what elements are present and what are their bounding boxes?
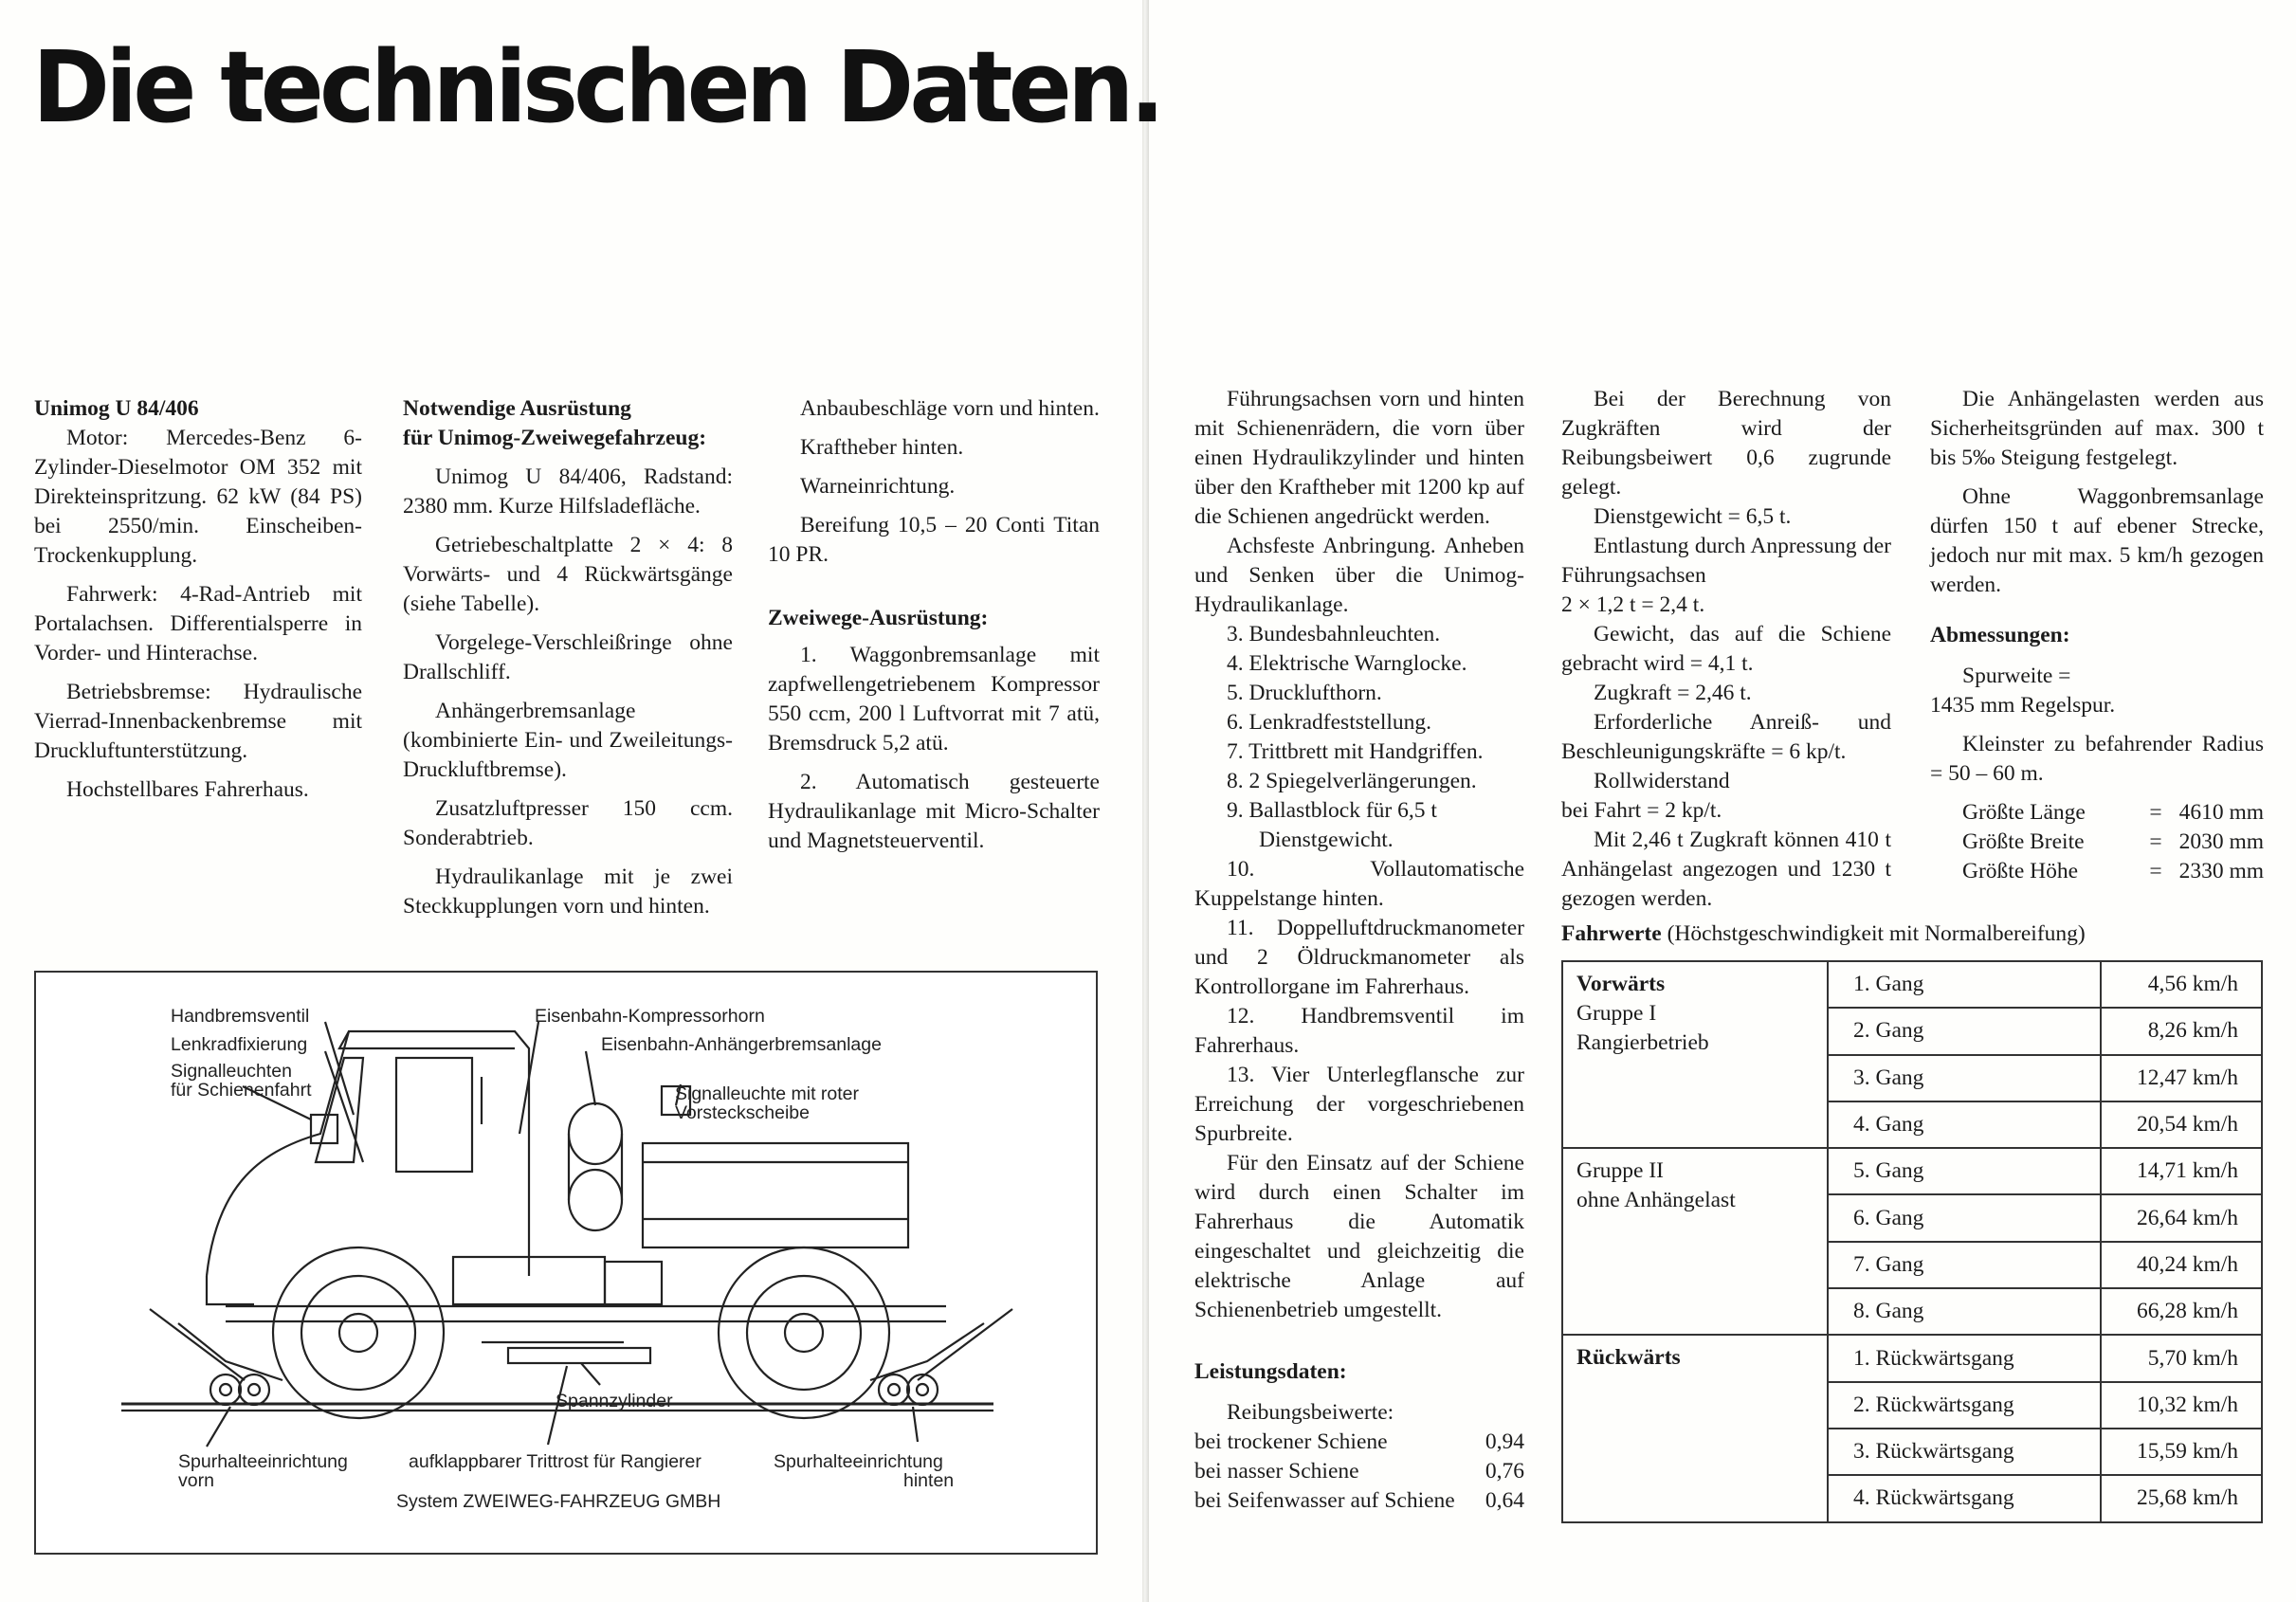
gear-label: 5. Gang (1828, 1148, 2101, 1194)
anbau-paragraph: Bereifung 10,5 – 20 Conti Titan 10 PR. (768, 513, 1100, 567)
speed-value: 26,64 km/h (2101, 1194, 2262, 1241)
zweiwege-item: 11. Doppelluftdruckmanometer und 2 Öldruckmanometer als Kontrollorgane im Fahrerhaus. (1194, 916, 1524, 999)
gear-group-title: Vorwärts (1576, 972, 1666, 996)
column-anbau (768, 394, 1100, 856)
label-system: System ZWEIWEG-FAHRZEUG GMBH (396, 1491, 721, 1512)
gear-label: 6. Gang (1828, 1194, 2101, 1241)
ausruestung-paragraph: Unimog U 84/406, Radstand: 2380 mm. Kurze Hilfsladefläche. (403, 464, 733, 519)
gear-label: 4. Gang (1828, 1101, 2101, 1148)
ausruestung-paragraph: Anhängerbremsanlage (kombinierte Ein- und Zweileitungs-Druckluftbremse). (403, 699, 733, 782)
abmessungen-heading: Abmessungen: (1930, 623, 2070, 647)
dimension-value: 4610 mm (2178, 800, 2264, 825)
zweiwege-item: 9. Ballastblock für 6,5 t (1227, 798, 1437, 823)
label-lenkradfixierung: Lenkradfixierung (171, 1034, 308, 1055)
speed-value: 25,68 km/h (2101, 1475, 2262, 1521)
ausruestung-heading-2: für Unimog-Zweiwegefahrzeug: (403, 426, 707, 450)
reibung-label: bei nasser Schiene (1194, 1459, 1359, 1484)
berechnung-line: Erforderliche Anreiß- und Beschleunigungskräfte = 6 kp/t. (1561, 710, 1891, 764)
zweiwege-item: 6. Lenkradfeststellung. (1227, 710, 1432, 735)
equals-sign: = (2149, 800, 2162, 825)
ausruestung-paragraph: Zusatzluftpresser 150 ccm. Sonderabtrieb. (403, 796, 733, 850)
equals-sign: = (2149, 859, 2162, 883)
dimension-value: 2330 mm (2178, 859, 2264, 883)
reibung-label: bei Seifenwasser auf Schiene (1194, 1488, 1455, 1513)
gear-label: 1. Rückwärtsgang (1828, 1335, 2101, 1381)
gear-label: 1. Gang (1828, 961, 2101, 1008)
zweiwege-item: 4. Elektrische Warnglocke. (1227, 651, 1467, 676)
reibung-value: 0,64 (1485, 1488, 1524, 1513)
gear-label: 8. Gang (1828, 1288, 2101, 1335)
gear-label: 3. Rückwärtsgang (1828, 1429, 2101, 1475)
gear-group-line: ohne Anhängelast (1576, 1188, 1736, 1213)
anbau-paragraph: Kraftheber hinten. (800, 435, 964, 460)
dimension-row (1930, 828, 2264, 857)
gear-label: 2. Gang (1828, 1008, 2101, 1054)
column-ausruestung (403, 394, 733, 921)
ausruestung-paragraph: Vorgelege-Verschleißringe ohne Drallschliff. (403, 630, 733, 684)
ausruestung-paragraph: Getriebeschaltplatte 2 × 4: 8 Vorwärts- und 4 Rückwärtsgänge (siehe Tabelle). (403, 533, 733, 616)
label-kompressorhorn: Eisenbahn-Kompressorhorn (535, 1006, 765, 1027)
fuehrung-paragraph: Führungsachsen vorn und hinten mit Schienenrädern, die vorn über einen Hydraulikzylinder und hinten über den Kraftheber mit 1200 kp auf die Schienen angedrückt werden. (1194, 387, 1524, 529)
ausruestung-paragraph: Hydraulikanlage mit je zwei Steckkupplungen vorn und hinten. (403, 865, 733, 919)
berechnung-line: Entlastung durch Anpressung der Führungsachsen (1561, 534, 1891, 588)
speed-value: 8,26 km/h (2101, 1008, 2262, 1054)
speed-value: 15,59 km/h (2101, 1429, 2262, 1475)
speed-value: 40,24 km/h (2101, 1242, 2262, 1288)
zweiwege-item: 12. Handbremsventil im Fahrerhaus. (1194, 1004, 1524, 1058)
label-trittrost: aufklappbarer Trittrost für Rangierer (409, 1451, 702, 1472)
dimension-row (1930, 857, 2264, 886)
unimog-heading: Unimog U 84/406 (34, 396, 199, 421)
anhaengelast-paragraph: Die Anhängelasten werden aus Sicherheitsgründen auf max. 300 t bis 5‰ Steigung festgelegt. (1930, 387, 2264, 470)
zweiwege-item: 3. Bundesbahnleuchten. (1227, 622, 1441, 646)
zweiwege-heading: Zweiwege-Ausrüstung: (768, 606, 989, 630)
berechnung-line: bei Fahrt = 2 kp/t. (1561, 798, 1722, 823)
gear-group-line: Gruppe I (1576, 1001, 1657, 1026)
column-fuehrungsachsen (1194, 385, 1524, 1516)
anhaengelast-paragraph: Ohne Waggonbremsanlage dürfen 150 t auf ebener Strecke, jedoch nur mit max. 5 km/h gezogen werden. (1930, 484, 2264, 597)
berechnung-line: Zugkraft = 2,46 t. (1594, 681, 1752, 705)
column-anhaengelasten (1930, 385, 2264, 886)
berechnung-line: Bei der Berechnung von Zugkräften wird der Reibungsbeiwert 0,6 zugrunde gelegt. (1561, 387, 1891, 500)
equals-sign: = (2149, 829, 2162, 854)
radius-paragraph: Kleinster zu befahrender Radius = 50 – 60 m. (1930, 732, 2264, 786)
reibung-label: Reibungsbeiwerte: (1227, 1400, 1394, 1425)
fahrerhaus-paragraph: Hochstellbares Fahrerhaus. (66, 777, 309, 802)
column-berechnung (1561, 385, 1891, 914)
label-signalleuchten: Signalleuchten (171, 1061, 292, 1082)
reibung-value: 0,76 (1485, 1459, 1524, 1484)
betriebsbremse-paragraph: Betriebsbremse: Hydraulische Vierrad-Innenbackenbremse mit Druckluftunterstützung. (34, 680, 362, 763)
zweiwege-item: 10. Vollautomatische Kuppelstange hinten. (1194, 857, 1524, 911)
zweiwege-item: 13. Vier Unterlegflansche zur Erreichung der vorgeschriebenen Spurbreite. (1194, 1063, 1524, 1146)
gear-label: 3. Gang (1828, 1055, 2101, 1101)
spurweite-value: 1435 mm Regelspur. (1930, 693, 2116, 718)
gear-group-line: Rangierbetrieb (1576, 1030, 1709, 1055)
reibung-row (1194, 1486, 1524, 1516)
zweiwege-item-cont: Dienstgewicht. (1259, 828, 1394, 852)
speed-value: 14,71 km/h (2101, 1148, 2262, 1194)
anbau-paragraph: Warneinrichtung. (800, 474, 956, 499)
label-signalleuchte: Signalleuchte mit roter (675, 1083, 860, 1104)
berechnung-line: Mit 2,46 t Zugkraft können 410 t Anhängelast angezogen und 1230 t gezogen werden. (1561, 828, 1891, 911)
anbau-paragraph: Anbaubeschläge vorn und hinten. (800, 396, 1100, 421)
reibung-value: 0,94 (1485, 1429, 1524, 1454)
speed-value: 20,54 km/h (2101, 1101, 2262, 1148)
leistungsdaten-heading: Leistungsdaten: (1194, 1359, 1347, 1384)
speed-value: 4,56 km/h (2101, 961, 2262, 1008)
dimension-value: 2030 mm (2178, 829, 2264, 854)
label-signalleuchten-2: für Schienenfahrt (171, 1080, 312, 1101)
gear-group-title: Rückwärts (1576, 1345, 1681, 1371)
fahrwerte-table (1561, 960, 2263, 1523)
label-signalleuchte-2: Vorsteckscheibe (675, 1102, 810, 1123)
dimension-row (1930, 798, 2264, 828)
zweiwege-item: 2. Automatisch gesteuerte Hydraulikanlage mit Micro-Schalter und Magnetsteuerventil. (768, 770, 1100, 853)
gear-group (1562, 1148, 1828, 1335)
speed-value: 10,32 km/h (2101, 1382, 2262, 1429)
label-spurhalte-hinten-2: hinten (903, 1470, 955, 1491)
berechnung-line: Gewicht, das auf die Schiene gebracht wird = 4,1 t. (1561, 622, 1891, 676)
speed-value: 66,28 km/h (2101, 1288, 2262, 1335)
fuehrung-paragraph: Achsfeste Anbringung. Anheben und Senken über die Unimog-Hydraulikanlage. (1194, 534, 1524, 617)
vehicle-diagram (34, 971, 1098, 1555)
label-anhaengerbremsanlage: Eisenbahn-Anhängerbremsanlage (601, 1034, 882, 1055)
dimension-label: Größte Höhe (1962, 859, 2079, 883)
fahrwerk-paragraph: Fahrwerk: 4-Rad-Antrieb mit Portalachsen. Differentialsperre in Vorder- und Hinterachse. (34, 582, 362, 665)
speed-value: 12,47 km/h (2101, 1055, 2262, 1101)
gear-group (1562, 961, 1828, 1148)
zweiwege-item: 8. 2 Spiegelverlängerungen. (1227, 769, 1477, 793)
speed-row (1562, 1148, 2262, 1194)
zweiwege-item: 5. Drucklufthorn. (1227, 681, 1382, 705)
column-unimog (34, 394, 362, 805)
gear-label: 4. Rückwärtsgang (1828, 1475, 2101, 1521)
reibung-label: bei trockener Schiene (1194, 1429, 1388, 1454)
speed-row (1562, 1335, 2262, 1381)
zweiwege-item: 1. Waggonbremsanlage mit zapfwellengetriebenem Kompressor 550 ccm, 200 l Luftvorrat mit 7 atü, Bremsdruck 5,2 atü. (768, 643, 1100, 755)
dimension-label: Größte Breite (1962, 829, 2085, 854)
dimension-label: Größte Länge (1962, 800, 2086, 825)
berechnung-line: Dienstgewicht = 6,5 t. (1594, 504, 1792, 529)
berechnung-line: 2 × 1,2 t = 2,4 t. (1561, 592, 1705, 617)
label-spurhalte-vorn: Spurhalteeinrichtung (178, 1451, 348, 1472)
zweiwege-item: 7. Trittbrett mit Handgriffen. (1227, 739, 1484, 764)
gear-group-line: Gruppe II (1576, 1158, 1665, 1184)
fahrwerte-heading: Fahrwerte (1561, 921, 1662, 946)
reibung-row (1194, 1457, 1524, 1486)
einsatz-paragraph: Für den Einsatz auf der Schiene wird durch einen Schalter im Fahrerhaus die Automatik eingeschaltet und gleichzeitig die elektrische Anlage auf Schienenbetrieb umgestellt. (1194, 1151, 1524, 1322)
label-spurhalte-vorn-2: vorn (178, 1470, 214, 1491)
spurweite-label: Spurweite = (1962, 664, 2071, 688)
label-handbremsventil: Handbremsventil (171, 1006, 310, 1027)
headline: Die technischen Daten. (32, 29, 1161, 145)
ausruestung-heading-1: Notwendige Ausrüstung (403, 396, 631, 421)
page-gutter (1142, 0, 1149, 1602)
motor-paragraph: Motor: Mercedes-Benz 6-Zylinder-Dieselmotor OM 352 mit Direkteinspritzung. 62 kW (84 PS) bei 2550/min. Einscheiben-Trockenkupplung. (34, 426, 362, 568)
gear-label: 2. Rückwärtsgang (1828, 1382, 2101, 1429)
speed-row (1562, 961, 2262, 1008)
fahrwerte-title (1561, 921, 2086, 947)
fahrwerte-subtitle: (Höchstgeschwindigkeit mit Normalbereifung) (1667, 921, 2086, 946)
gear-group (1562, 1335, 1828, 1521)
speed-value: 5,70 km/h (2101, 1335, 2262, 1381)
gear-label: 7. Gang (1828, 1242, 2101, 1288)
reibung-row (1194, 1428, 1524, 1457)
label-spurhalte-hinten: Spurhalteeinrichtung (774, 1451, 943, 1472)
label-spannzylinder: Spannzylinder (556, 1391, 673, 1411)
berechnung-line: Rollwiderstand (1594, 769, 1730, 793)
